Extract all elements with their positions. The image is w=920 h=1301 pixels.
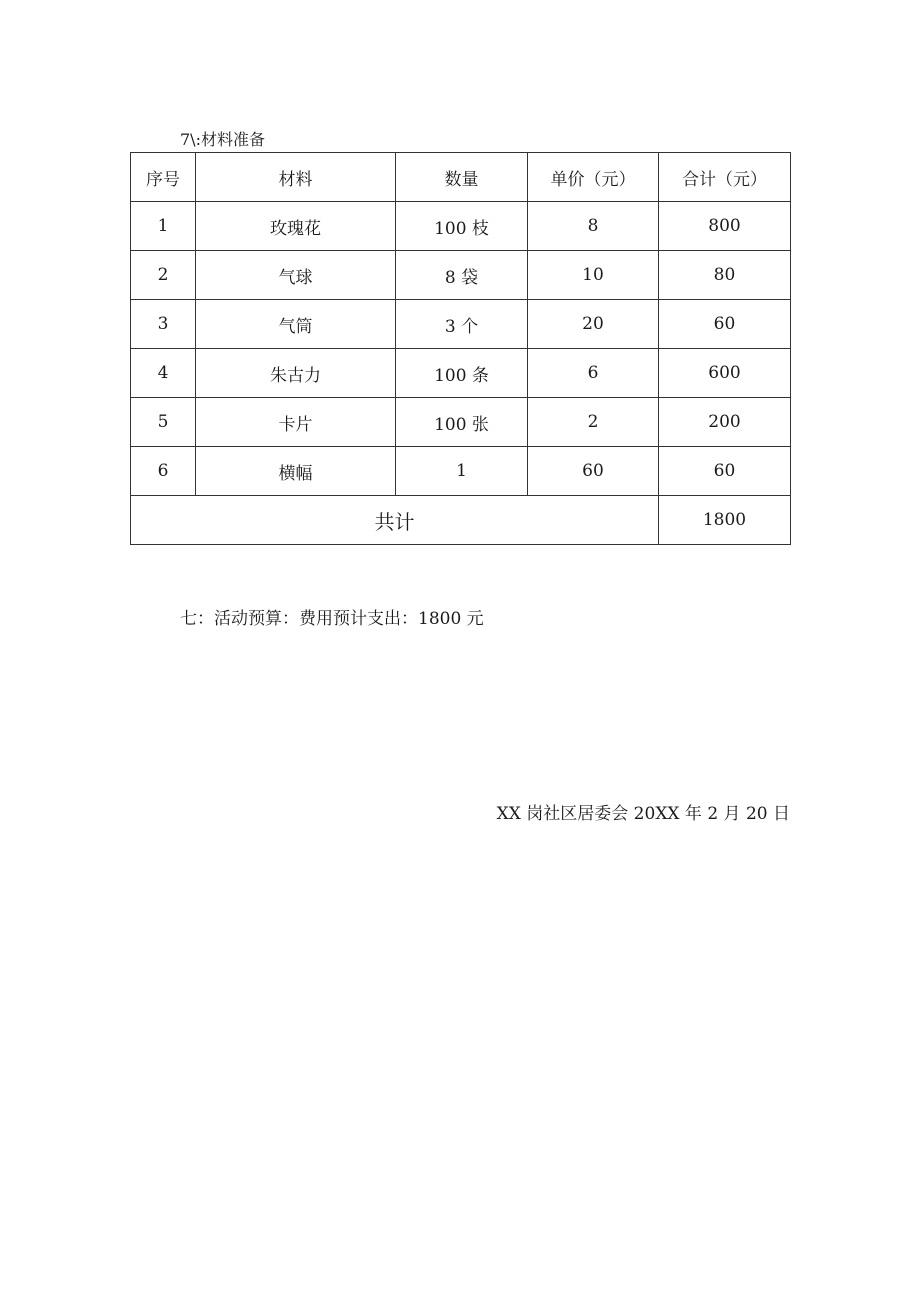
table-row bbox=[131, 398, 791, 447]
cell-quantity: 100 张 bbox=[396, 398, 528, 447]
cell-subtotal: 80 bbox=[659, 251, 791, 300]
table-header-row bbox=[131, 153, 791, 202]
cell-unit-price: 20 bbox=[528, 300, 659, 349]
cell-quantity: 3 个 bbox=[396, 300, 528, 349]
cell-quantity: 100 条 bbox=[396, 349, 528, 398]
cell-quantity: 100 枝 bbox=[396, 202, 528, 251]
cell-unit-price: 6 bbox=[528, 349, 659, 398]
cell-subtotal: 200 bbox=[659, 398, 791, 447]
table-row bbox=[131, 349, 791, 398]
table-row bbox=[131, 447, 791, 496]
cell-unit-price: 8 bbox=[528, 202, 659, 251]
cell-material: 气筒 bbox=[196, 300, 396, 349]
cell-subtotal: 60 bbox=[659, 447, 791, 496]
cell-subtotal: 60 bbox=[659, 300, 791, 349]
cell-index: 6 bbox=[131, 447, 196, 496]
cell-material: 玫瑰花 bbox=[196, 202, 396, 251]
cell-index: 5 bbox=[131, 398, 196, 447]
table-total-row bbox=[131, 496, 791, 545]
section-heading: 7\:材料准备 bbox=[180, 130, 265, 149]
cell-material: 横幅 bbox=[196, 447, 396, 496]
signature-line: XX 岗社区居委会 20XX 年 2 月 20 日 bbox=[496, 804, 790, 824]
cell-quantity: 1 bbox=[396, 447, 528, 496]
table-row bbox=[131, 202, 791, 251]
total-value: 1800 bbox=[659, 496, 791, 545]
header-material: 材料 bbox=[196, 153, 396, 202]
header-unit-price: 单价（元） bbox=[528, 153, 659, 202]
header-index: 序号 bbox=[131, 153, 196, 202]
cell-quantity: 8 袋 bbox=[396, 251, 528, 300]
cell-subtotal: 800 bbox=[659, 202, 791, 251]
cell-index: 4 bbox=[131, 349, 196, 398]
cell-index: 3 bbox=[131, 300, 196, 349]
cell-material: 卡片 bbox=[196, 398, 396, 447]
cell-unit-price: 60 bbox=[528, 447, 659, 496]
table-row bbox=[131, 300, 791, 349]
header-quantity: 数量 bbox=[396, 153, 528, 202]
cell-subtotal: 600 bbox=[659, 349, 791, 398]
budget-summary: 七：活动预算：费用预计支出：1800 元 bbox=[180, 609, 484, 629]
cell-unit-price: 2 bbox=[528, 398, 659, 447]
cell-index: 1 bbox=[131, 202, 196, 251]
cell-material: 朱古力 bbox=[196, 349, 396, 398]
header-subtotal: 合计（元） bbox=[659, 153, 791, 202]
cell-index: 2 bbox=[131, 251, 196, 300]
total-label: 共计 bbox=[131, 496, 659, 545]
materials-table bbox=[130, 152, 791, 545]
cell-unit-price: 10 bbox=[528, 251, 659, 300]
table-row bbox=[131, 251, 791, 300]
cell-material: 气球 bbox=[196, 251, 396, 300]
